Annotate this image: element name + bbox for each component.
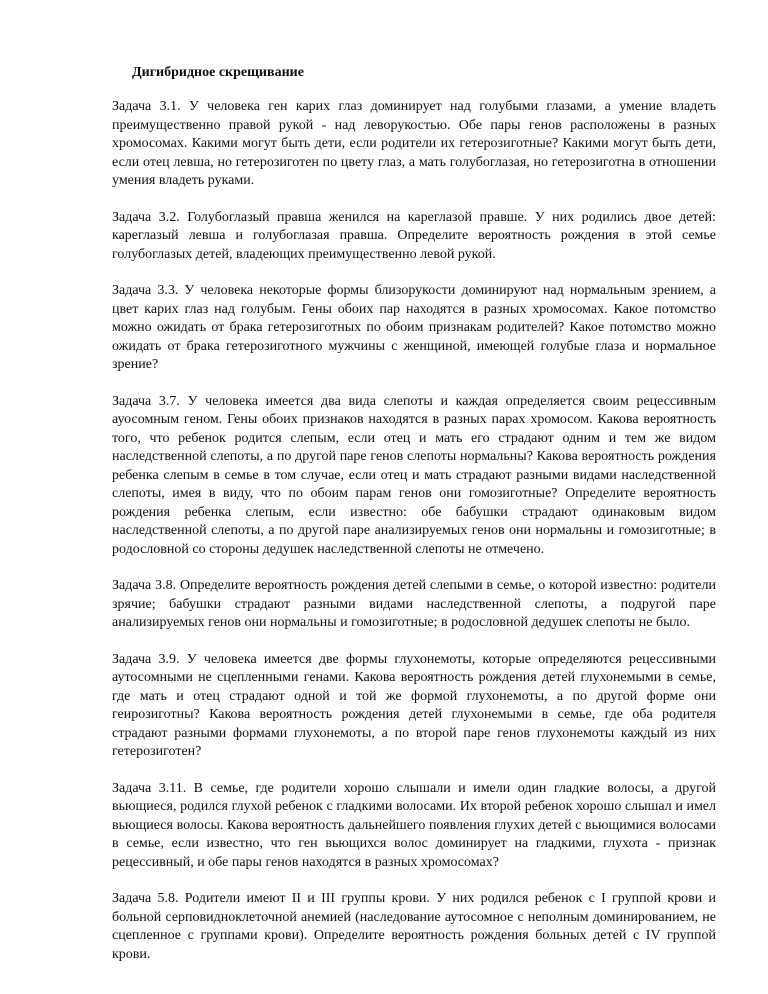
task-3-1: Задача 3.1. У человека ген карих глаз доминирует над голубыми глазами, а умение владеть преимущественно правой рукой - над леворукостью. Обе пары генов расположены в разных хромосомах. Какими могут быть дети, если родители их гетерозиготные? Какими могут быть дети, если отец левша, но гетерозиготен по цвету глаз, а мать голубоглазая, но гетерозиготна в отношении умения владеть руками. bbox=[112, 99, 716, 188]
task-3-8: Задача 3.8. Определите вероятность рождения детей слепыми в семье, о которой известно: родители зрячие; бабушки страдают разными видами наследственной слепоты, а подругой паре анализируемых генов они нормальны и гомозиготные; в родословной дедушек слепоты не было. bbox=[112, 578, 716, 630]
task-3-2: Задача 3.2. Голубоглазый правша женился на кареглазой правше. У них родились двое детей: кареглазый левша и голубоглазая правша. Определите вероятность рождения в этой семье голубоглазых детей, владеющих преимущественно левой рукой. bbox=[112, 209, 716, 262]
task-3-11: Задача 3.11. В семье, где родители хорошо слышали и имели один гладкие волосы, а другой вьющиеся, родился глухой ребенок с гладкими волосами. Их второй ребенок хорошо слышал и имел вьющиеся волосы. Какова вероятность дальнейшего появления глухих детей с вьющимися волосами в семье, если известно, что ген вьющихся волос доминирует на гладкими, глухота - признак рецессивный, и обе пары генов находятся в разных хромосомах? bbox=[112, 780, 716, 870]
task-5-8: Задача 5.8. Родители имеют II и III группы крови. У них родился ребенок с I группой крови и больной серповидноклеточной анемией (наследование аутосомное с неполным доминированием, не сцепленное с группами крови). Определите вероятность рождения больных детей с IV группой крови. bbox=[112, 891, 716, 962]
document-page bbox=[112, 64, 716, 982]
task-3-9: Задача 3.9. У человека имеется две формы глухонемоты, которые определяются рецессивными аутосомными не сцепленными генами. Какова вероятность рождения детей глухонемыми в семье, где мать и отец страдают одной и той же формой глухонемоты, а по другой форме они геирозиготны? Какова вероятность рождения детей глухонемыми в семье, где оба родителя страдают разными формами глухонемоты, а по второй паре генов глухонемоты каждый из них гетерозиготен? bbox=[112, 651, 716, 759]
document-title: Дигибридное скрещивание bbox=[132, 65, 304, 80]
task-3-7: Задача 3.7. У человека имеется два вида слепоты и каждая определяется своим рецессивным ауосомным геном. Гены обоих признаков находятся в разных парах хромосом. Какова вероятность того, что ребенок родится слепым, если отец и мать его страдают одним и тем же видом наследственной слепоты, а по другой паре генов слепоты нормальны? Какова вероятность рождения ребенка слепым в семье в том случае, если отец и мать страдают разными видами наследственной слепоты, имея в виду, что по обоим парам генов они гомозиготные? Определите вероятность рождения ребенка слепым, если известно: обе бабушки страдают одинаковым видом наследственной слепоты, а по другой паре анализируемых генов они нормальны и гомозиготные; в родословной со стороны дедушек наследственной слепоты не отмечено. bbox=[112, 393, 716, 557]
task-3-3: Задача 3.3. У человека некоторые формы близорукости доминируют над нормальным зрением, а цвет карих глаз над голубым. Гены обоих пар находятся в разных хромосомах. Какое потомство можно ожидать от брака гетерозиготных по обоим признакам родителей? Какое потомство можно ожидать от брака гетерозиготного мужчины с женщиной, имеющей голубые глаза и нормальное зрение? bbox=[112, 283, 716, 372]
